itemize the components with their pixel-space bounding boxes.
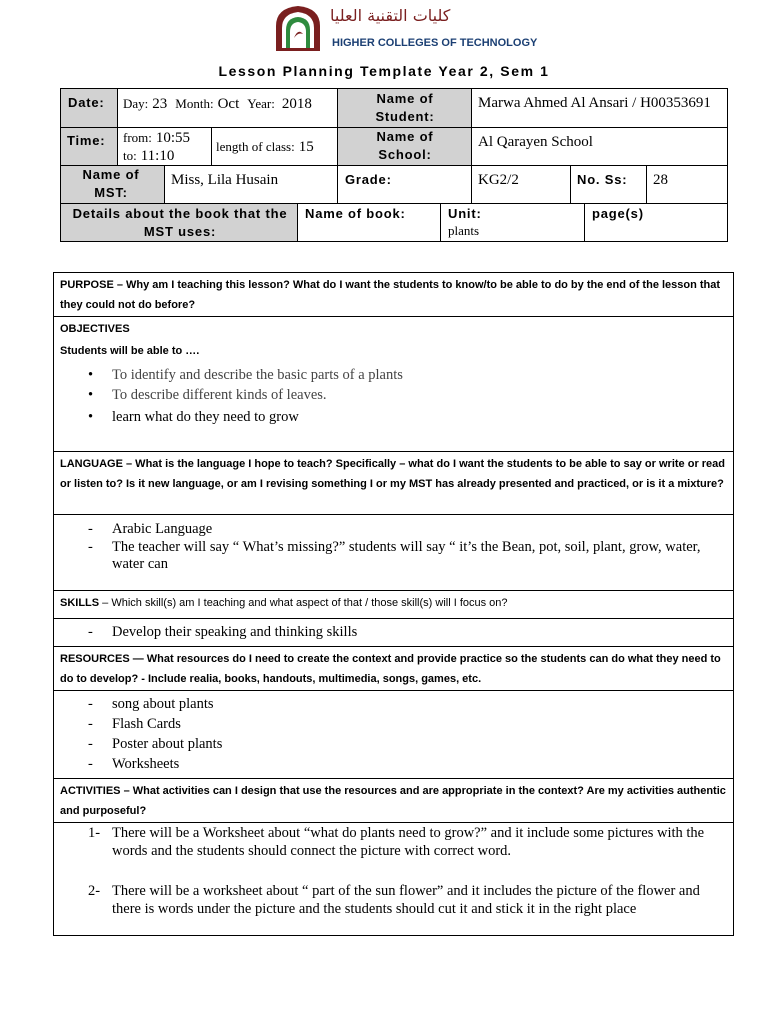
skills-row <box>54 591 733 619</box>
time-label: Time: <box>67 133 106 148</box>
time-value-cell <box>118 128 212 166</box>
activities-row <box>54 779 733 823</box>
resources-question: — What resources do I need to create the context and provide practice so the students can do what they need to do to develop? - Include realia, books, handouts, multimedia, songs, games, etc. <box>60 653 721 685</box>
resource-item: - Flash Cards <box>88 716 181 732</box>
year-label: Year: <box>247 96 275 111</box>
objectives-heading: OBJECTIVES <box>60 323 130 335</box>
book-name-cell <box>298 204 441 242</box>
activities-text <box>60 781 727 821</box>
purpose-heading: PURPOSE <box>60 279 114 291</box>
pages-cell <box>585 204 728 242</box>
grade-value-cell <box>472 166 571 204</box>
mst-value: Miss, Lila Husain <box>171 172 279 188</box>
day-label: Day: <box>123 96 149 111</box>
to-label: to: <box>123 148 137 163</box>
language-item: - Arabic Language <box>88 521 213 537</box>
mst-label-cell <box>61 166 165 204</box>
school-name-label: Name of School: <box>376 129 434 162</box>
from-value: 10:55 <box>155 130 191 146</box>
book-name-label: Name of book: <box>305 206 406 221</box>
resources-heading: RESOURCES <box>60 653 130 665</box>
objective-item: • To identify and describe the basic parts of a plants <box>88 367 403 383</box>
grade-value: KG2/2 <box>478 172 519 188</box>
no-ss-label: No. Ss: <box>577 172 628 187</box>
mst-value-cell <box>165 166 338 204</box>
from-label: from: <box>123 130 152 145</box>
book-details-label-cell <box>61 204 298 242</box>
to-value: 11:10 <box>140 148 175 164</box>
skills-heading: SKILLS <box>60 597 100 609</box>
skills-question: – Which skill(s) am I teaching and what aspect of that / those skill(s) will I focus on? <box>99 597 508 609</box>
header-table <box>60 88 728 242</box>
purpose-row <box>54 273 733 317</box>
student-name-value: Marwa Ahmed Al Ansari / H00353691 <box>478 95 711 111</box>
hct-emblem-icon <box>272 4 324 52</box>
activity-item: 2- There will be a worksheet about “ part of the sun flower” and it includes the picture of the flower and there is words under the picture and the students should cut it and stick it in the right place <box>88 883 700 917</box>
no-ss-value-cell <box>647 166 728 204</box>
grade-label: Grade: <box>345 172 392 187</box>
date-label: Date: <box>68 95 105 110</box>
skills-list <box>60 622 727 642</box>
objectives-row <box>54 317 733 452</box>
grade-label-cell <box>338 166 472 204</box>
year-value: 2018 <box>281 96 312 112</box>
resource-item: - Poster about plants <box>88 736 223 752</box>
length-cell <box>212 128 338 166</box>
lesson-plan-table <box>53 272 734 936</box>
no-ss-value: 28 <box>653 172 668 188</box>
activities-question: – What activities can I design that use the resources and are appropriate in the context? Are my activities authentic and purposeful? <box>60 785 726 817</box>
school-name-label-cell <box>338 128 472 166</box>
day-value: 23 <box>152 96 168 112</box>
student-name-value-cell <box>472 89 728 128</box>
language-question: – What is the language I hope to teach? Specifically – what do I want the students to be able to say or write or read or listen to? Is it new language, or am I revising something I or my MST has already presented and practiced, or is it a mixture? <box>60 458 726 490</box>
school-name-value: Al Qarayen School <box>478 134 593 150</box>
length-value: 15 <box>298 139 314 155</box>
objectives-list <box>60 365 727 427</box>
unit-value: plants <box>448 223 480 238</box>
school-name-value-cell <box>472 128 728 166</box>
mst-label: Name of MST: <box>82 167 140 200</box>
activities-list <box>60 824 727 918</box>
page-title: Lesson Planning Template Year 2, Sem 1 <box>218 63 550 79</box>
month-label: Month: <box>175 96 214 111</box>
date-label-cell <box>61 89 118 128</box>
activity-item: 1- There will be a Worksheet about “what do plants need to grow?” and it include some pictures with the words and the students should connect the picture with correct word. <box>88 825 705 859</box>
unit-label: Unit: <box>448 206 482 221</box>
skills-item: - Develop their speaking and thinking skills <box>88 624 358 640</box>
logo-arabic-text: كليات التقنية العليا <box>330 6 451 25</box>
student-name-label: Name of Student: <box>375 91 435 124</box>
objective-item: • To describe different kinds of leaves. <box>88 387 327 403</box>
resource-item: - Worksheets <box>88 756 180 772</box>
language-list <box>60 519 727 573</box>
unit-cell <box>441 204 585 242</box>
date-value-cell <box>118 89 338 128</box>
objectives-intro: Students will be able to …. <box>60 345 200 357</box>
language-item: - The teacher will say “ What’s missing?” students will say “ it’s the Bean, pot, soil, plant, grow, water, water can <box>88 539 701 572</box>
language-text <box>60 454 727 494</box>
pages-label: page(s) <box>592 206 644 221</box>
language-row <box>54 452 733 515</box>
resources-text <box>60 649 727 689</box>
no-ss-label-cell <box>571 166 647 204</box>
student-name-label-cell <box>338 89 472 128</box>
book-details-label: Details about the book that the MST uses: <box>72 206 288 239</box>
logo-english-text: HIGHER COLLEGES OF TECHNOLOGY <box>332 37 538 49</box>
skills-text <box>60 593 727 613</box>
language-heading: LANGUAGE <box>60 458 123 470</box>
time-label-cell <box>61 128 118 166</box>
activities-answer-row <box>54 823 733 935</box>
purpose-question: – Why am I teaching this lesson? What do I want the students to know/to be able to do by the end of the lesson that they could not do before? <box>60 279 721 311</box>
hct-logo <box>272 4 538 52</box>
resource-item: - song about plants <box>88 696 214 712</box>
resources-row <box>54 647 733 691</box>
purpose-text <box>60 275 727 315</box>
objective-item: • learn what do they need to grow <box>88 409 299 425</box>
length-label: length of class: <box>216 139 295 154</box>
activities-heading: ACTIVITIES <box>60 785 121 797</box>
resources-answer-row <box>54 691 733 779</box>
language-answer-row <box>54 515 733 591</box>
month-value: Oct <box>217 96 240 112</box>
skills-answer-row <box>54 619 733 647</box>
resources-list <box>60 694 727 774</box>
